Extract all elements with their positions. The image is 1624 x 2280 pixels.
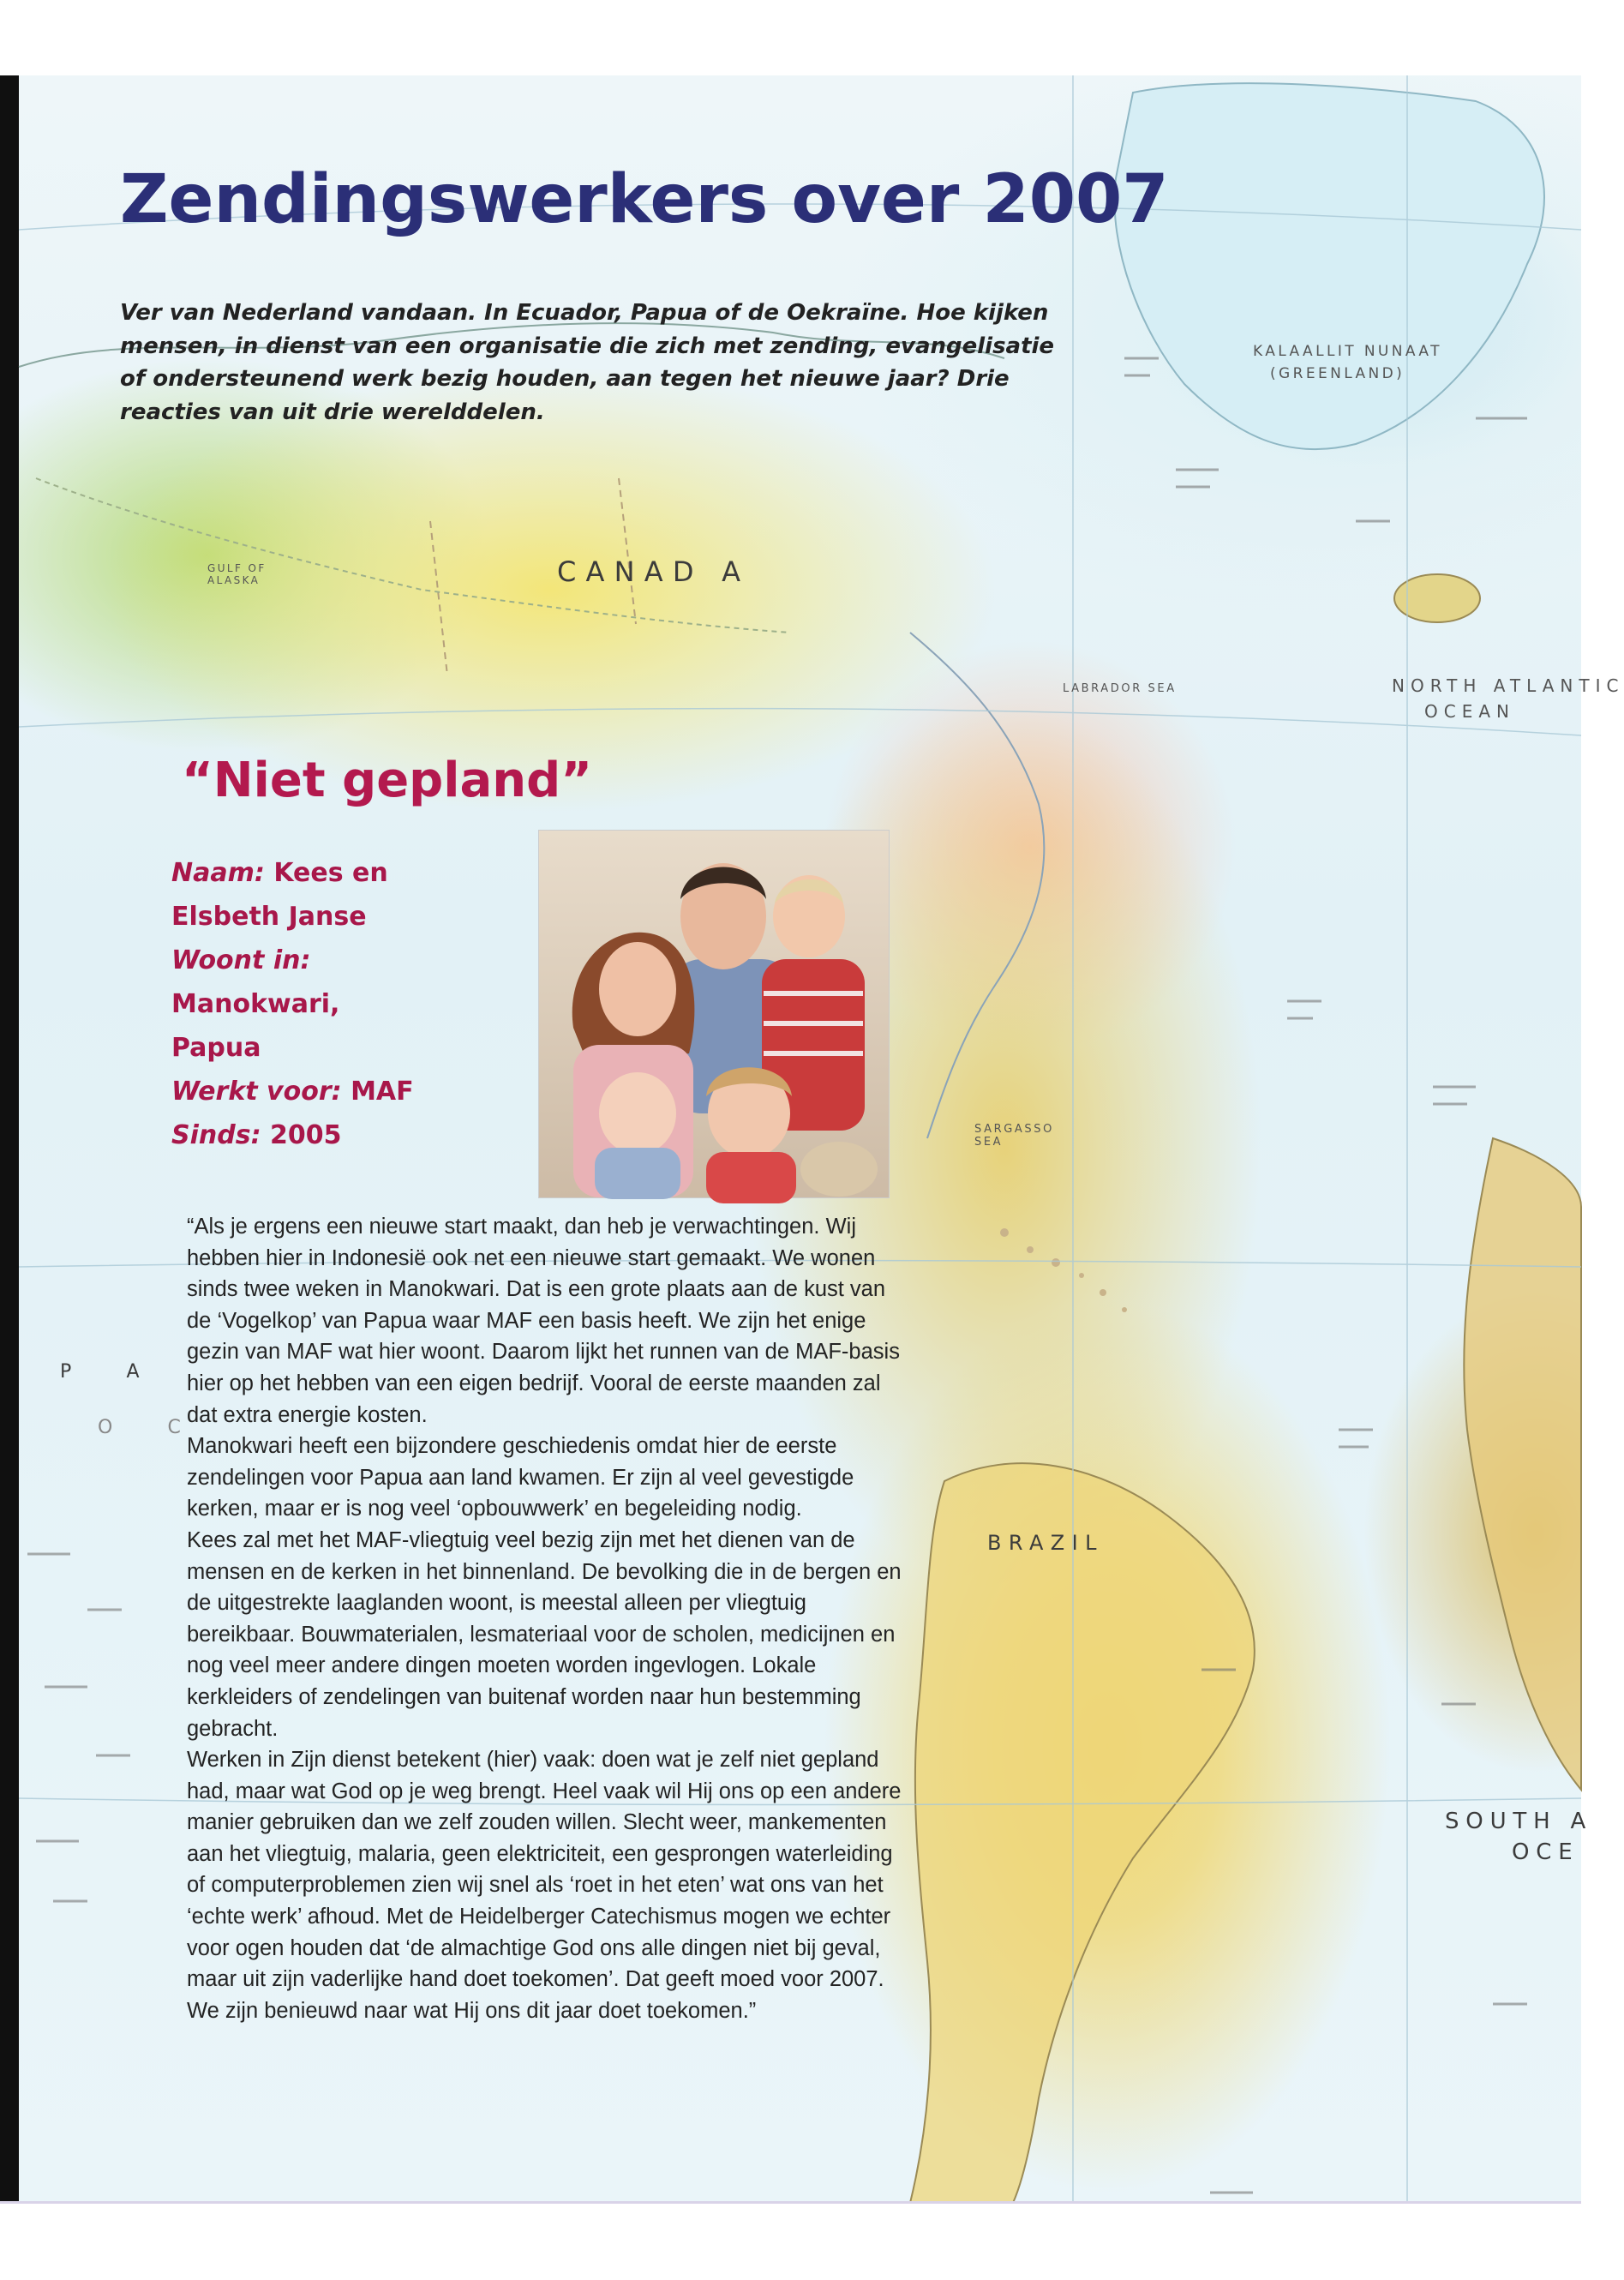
map-label-gulf-alaska: GULF OF ALASKA [207,562,267,586]
magazine-page [19,75,1624,2203]
paragraph: “Als je ergens een nieuwe start maakt, dan heb je verwachtingen. Wij hebben hier in Indonesië ook net een nieuwe start gemaakt. We wonen sinds twee weken in Manokwari. Dat is een grote plaats aan de kust van de ‘Vogelkop’ van Papua waar MAF een basis heeft. We zijn het enige gezin van MAF wat hier woont. Daarom lijkt het runnen van de MAF-basis hier op het hebben van een eigen bedrijf. Vooral de eerste maanden zal dat extra energie kosten. [187,1215,900,1427]
since-value: 2005 [270,1120,342,1150]
residence-label: Woont in: [171,945,311,975]
map-label-north-atlantic: NORTH ATLANTIC [1392,675,1624,696]
paragraph: Manokwari heeft een bijzondere geschiedenis omdat hier de eerste zendelingen voor Papua aan land kwamen. Er zijn al veel gevestigde kerken, maar er is nog veel ‘opbouwwerk’ en begeleiding nodig. [187,1434,854,1521]
name-value: Kees en [273,858,388,888]
name-value-line2: Elsbeth Janse [171,902,367,932]
map-label-canada: CANAD A [557,555,751,588]
name-label: Naam: [171,858,265,888]
map-label-greenland-en: (GREENLAND) [1270,365,1405,382]
map-label-greenland: KALAALLIT NUNAAT [1253,343,1442,360]
map-label-north-atlantic-ocean: OCEAN [1424,701,1515,722]
map-label-labrador: LABRADOR SEA [1063,682,1177,695]
family-photo [538,830,890,1198]
article-intro: Ver van Nederland vandaan. In Ecuador, Papua of de Oekraïne. Hoe kijken mensen, in dienst van een organisatie die zich met zending, evangelisatie of ondersteunend werk bezig houden, aan tegen het nieuwe jaar? Drie reacties van uit drie werelddelen. [120,300,1055,425]
article-body [187,1211,907,2026]
paragraph: Kees zal met het MAF-vliegtuig veel bezig zijn met het dienen van de mensen en de kerken in het binnenland. De bevolking die in de bergen en de uitgestrekte laaglanden woont, is meestal alleen per vliegtuig bereikbaar. Bouwmaterialen, lesmateriaal voor de scholen, medicijnen en nog veel meer andere dingen moeten worden ingevlogen. Lokale kerkleiders of zendelingen van buitenaf worden naar hun bestemming gebracht. [187,1527,902,1741]
map-label-south-atlantic: SOUTH A [1445,1809,1593,1834]
map-label-sargasso: SARGASSO SEA [974,1123,1054,1149]
residence-value-line2: Papua [171,1033,261,1063]
scan-edge [0,75,19,2203]
map-label-pacific: P A [60,1361,165,1383]
map-label-brazil: BRAZIL [987,1531,1104,1555]
page-title: Zendingswerkers over 2007 [120,161,1169,238]
map-label-south-atlantic-ocean: OCE [1512,1839,1579,1865]
since-label: Sinds: [171,1120,261,1150]
residence-value-line1: Manokwari, [171,989,340,1019]
profile-box [171,851,548,1157]
map-label-pacific-ocean: O C [98,1417,206,1438]
page-bottom-edge [0,2201,1581,2204]
paragraph: Werken in Zijn dienst betekent (hier) vaak: doen wat je zelf niet gepland had, maar wat God op je weg brengt. Heel vaak wil Hij ons op een andere manier gebruiken dan we zelf zouden willen. Slecht weer, mankementen aan het vliegtuig, malaria, geen elektriciteit, een gesprongen waterleiding of computerproblemen zien wij snel als ‘roet in het eten’ wat ons van het ‘echte werk’ afhoud. Met de Heidelberger Catechismus mogen we echter voor ogen houden dat ‘de almachtige God ons alle dingen niet bij geval, maar uit zijn vaderlijke hand doet toekomen’. Dat geeft moed voor 2007. We zijn benieuwd naar wat Hij ons dit jaar doet toekomen.” [187,1748,902,2023]
employer-value: MAF [351,1077,414,1107]
section-heading: “Niet gepland” [182,753,593,808]
employer-label: Werkt voor: [171,1077,342,1107]
